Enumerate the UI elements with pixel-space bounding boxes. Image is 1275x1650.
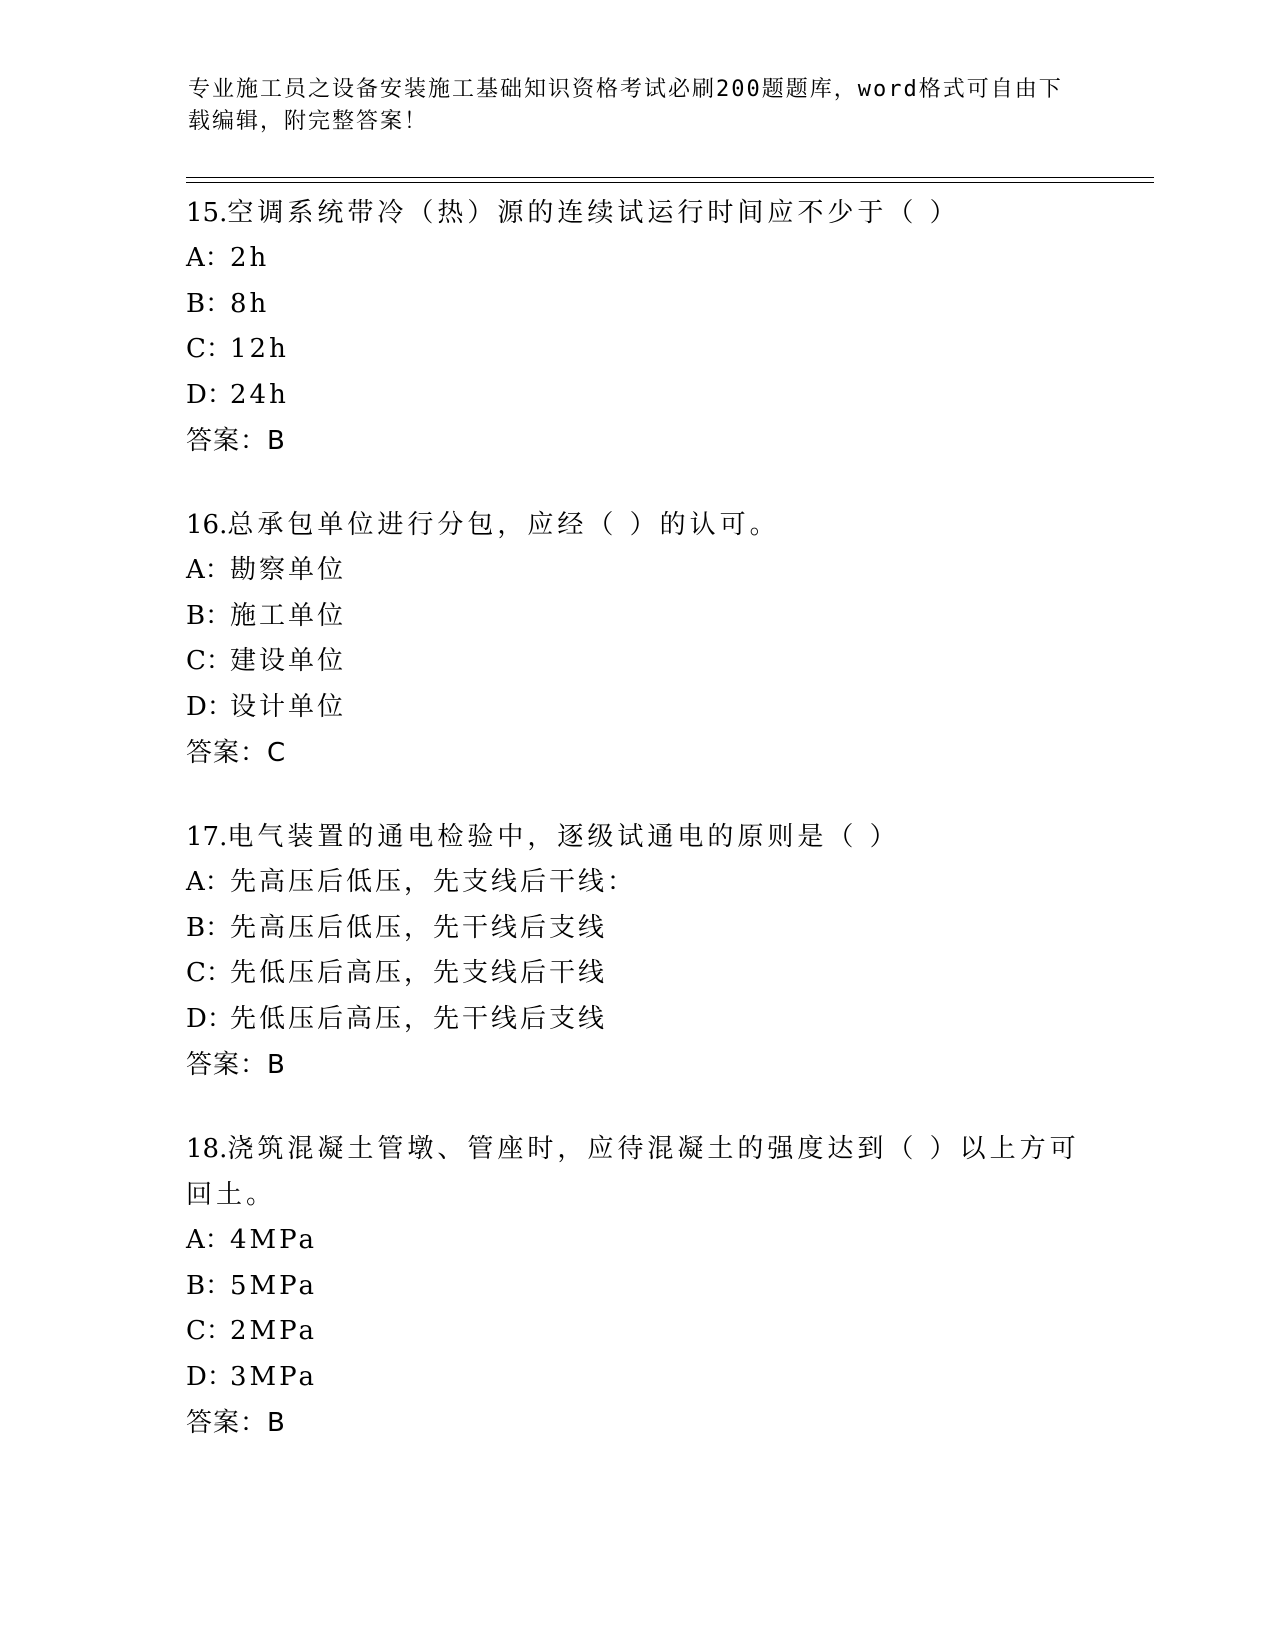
option-c (186, 1309, 1086, 1355)
question-stem (186, 1126, 1086, 1218)
answer-line: 答案：B (186, 426, 286, 456)
document-header: 专业施工员之设备安装施工基础知识资格考试必刷200题题库，word格式可自由下载编辑，附完整答案！ (188, 77, 1063, 134)
option-b (186, 906, 1086, 952)
option-letter: B： (186, 288, 232, 319)
question-text: 浇筑混凝土管墩、管座时，应待混凝土的强度达到（ ）以上方可回土。 (186, 1134, 1080, 1210)
option-text: 先低压后高压，先支线后干线 (230, 958, 608, 988)
question-stem (186, 502, 1086, 548)
option-letter: A： (186, 243, 231, 273)
answer-line: 答案：B (186, 1408, 286, 1438)
option-letter: A： (186, 867, 231, 897)
option-text: 4MPa (230, 1225, 317, 1255)
option-d (186, 373, 1086, 419)
option-a (186, 1218, 1086, 1264)
question-stem (186, 814, 1086, 860)
option-text: 24h (230, 379, 289, 410)
option-text: 施工单位 (230, 600, 347, 631)
header-divider-bottom (186, 182, 1154, 183)
option-text: 5MPa (230, 1270, 317, 1301)
question-17 (186, 814, 1086, 1088)
option-letter: A： (186, 555, 231, 585)
question-text: 总承包单位进行分包，应经（ ）的认可。 (227, 510, 780, 540)
option-letter: B： (186, 1270, 232, 1301)
question-15 (186, 190, 1086, 464)
question-number: 17. (186, 822, 228, 852)
option-a (186, 236, 1086, 282)
option-b (186, 594, 1086, 640)
option-a (186, 860, 1086, 906)
option-letter: C： (186, 334, 232, 364)
option-text: 先高压后低压，先支线后干线： (230, 867, 637, 897)
option-text: 先低压后高压，先干线后支线 (230, 1003, 608, 1034)
question-16 (186, 502, 1086, 776)
option-d (186, 997, 1086, 1043)
option-letter: C： (186, 646, 232, 676)
option-text: 先高压后低压，先干线后支线 (230, 912, 608, 943)
question-text: 空调系统带冷（热）源的连续试运行时间应不少于（ ） (227, 198, 960, 228)
option-text: 勘察单位 (230, 555, 347, 585)
question-18 (186, 1126, 1086, 1446)
option-text: 2h (230, 243, 270, 273)
option-c (186, 327, 1086, 373)
answer-line: 答案：C (186, 738, 287, 768)
option-text: 12h (230, 334, 289, 364)
question-list (186, 190, 1086, 1484)
option-letter: D： (186, 379, 233, 410)
option-c (186, 639, 1086, 685)
option-text: 2MPa (230, 1316, 317, 1346)
question-text: 电气装置的通电检验中，逐级试通电的原则是（ ） (227, 822, 900, 852)
option-d (186, 1355, 1086, 1401)
option-d (186, 685, 1086, 731)
question-number: 15. (186, 198, 228, 228)
option-text: 3MPa (230, 1361, 317, 1392)
question-stem (186, 190, 1086, 236)
option-b (186, 1264, 1086, 1310)
option-letter: D： (186, 691, 233, 722)
option-a (186, 548, 1086, 594)
option-letter: D： (186, 1003, 233, 1034)
option-text: 建设单位 (230, 646, 347, 676)
option-letter: B： (186, 912, 232, 943)
question-number: 16. (186, 510, 228, 540)
answer-line: 答案：B (186, 1050, 286, 1080)
header-divider-top (186, 177, 1154, 178)
option-letter: D： (186, 1361, 233, 1392)
option-text: 设计单位 (230, 691, 347, 722)
option-letter: C： (186, 1316, 232, 1346)
question-number: 18. (186, 1134, 228, 1164)
option-c (186, 951, 1086, 997)
option-text: 8h (230, 288, 270, 319)
option-b (186, 282, 1086, 328)
option-letter: C： (186, 958, 232, 988)
option-letter: B： (186, 600, 232, 631)
option-letter: A： (186, 1225, 231, 1255)
